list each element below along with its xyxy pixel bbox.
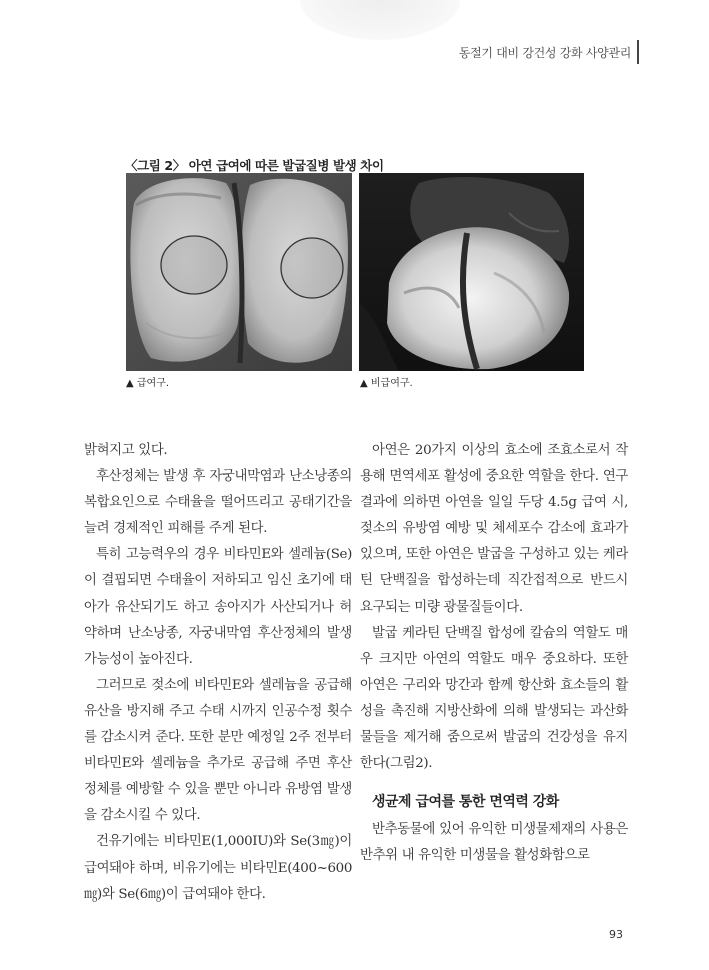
body-paragraph: 그러므로 젖소에 비타민E와 셀레늄을 공급해 유산을 방지해 주고 수태 시까지 인공수정 횟수를 감소시켜 준다. 또한 분만 예정일 2주 전부터 비타민E와 셀레늄을 추가로 공급해 주면 후산정체를 예방할 수 있을 뿐만 아니라 유방염 발생을 감소시킬 수 있다. [84,677,352,824]
header-divider-bar [637,40,639,64]
body-paragraph: 특히 고능력우의 경우 비타민E와 셀레늄(Se)이 결핍되면 수태율이 저하되고 임신 초기에 태아가 유산되기도 하고 송아지가 사산되거나 허약하며 난소낭종, 자궁내막염 후산정체의 발생 가능성이 높아진다. [84,547,352,667]
body-paragraph: 발굽 케라틴 단백질 합성에 칼슘의 역할도 매우 크지만 아연의 역할도 매우 중요하다. 또한 아연은 구리와 망간과 함께 항산화 효소들의 활성을 촉진해 지방산화에 의해 발생되는 과산화물들을 제거해 줌으로써 발굽의 건강성을 유지한다(그림2). [360,625,628,772]
photo-label-supplemented: ▲ 급여구. [126,378,170,389]
figure-caption: 〈그림 2〉 아연 급여에 따른 발굽질병 발생 차이 [125,158,384,173]
right-text-column [360,438,628,870]
body-paragraph: 아연은 20가지 이상의 효소에 조효소로서 작용해 면역세포 활성에 중요한 역할을 한다. 연구결과에 의하면 아연을 일일 두당 4.5g 급여 시, 젖소의 유방염 예방 및 체세포수 감소에 효과가 있으며, 또한 아연은 발굽을 구성하고 있는 케라틴 단백질을 합성하는데 직간접적으로 반드시 요구되는 미량 광물질들이다. [360,443,628,615]
hoof-photo-unsupplemented [359,173,584,371]
body-paragraph: 건유기에는 비타민E(1,000IU)와 Se(3㎎)이 급여돼야 하며, 비유기에는 비타민E(400~600㎎)와 Se(6㎎)이 급여돼야 한다. [84,834,352,902]
left-text-column [84,438,352,908]
body-paragraph: 반추동물에 있어 유익한 미생물제재의 사용은 반추위 내 유익한 미생물을 활성화함으로 [360,822,628,864]
section-heading: 생균제 급여를 통한 면역력 강화 [372,794,559,811]
page-number: 93 [609,928,623,941]
photo-label-unsupplemented: ▲ 비급여구. [360,378,413,389]
body-paragraph: 후산정체는 발생 후 자궁내막염과 난소낭종의 복합요인으로 수태율을 떨어뜨리고 공태기간을 늘려 경제적인 피해를 주게 된다. [84,469,352,537]
running-header: 동절기 대비 강건성 강화 사양관리 [458,46,631,60]
hoof-photo-supplemented [126,173,352,371]
decorative-header-shape [300,0,460,40]
body-paragraph: 밝혀지고 있다. [84,443,168,458]
